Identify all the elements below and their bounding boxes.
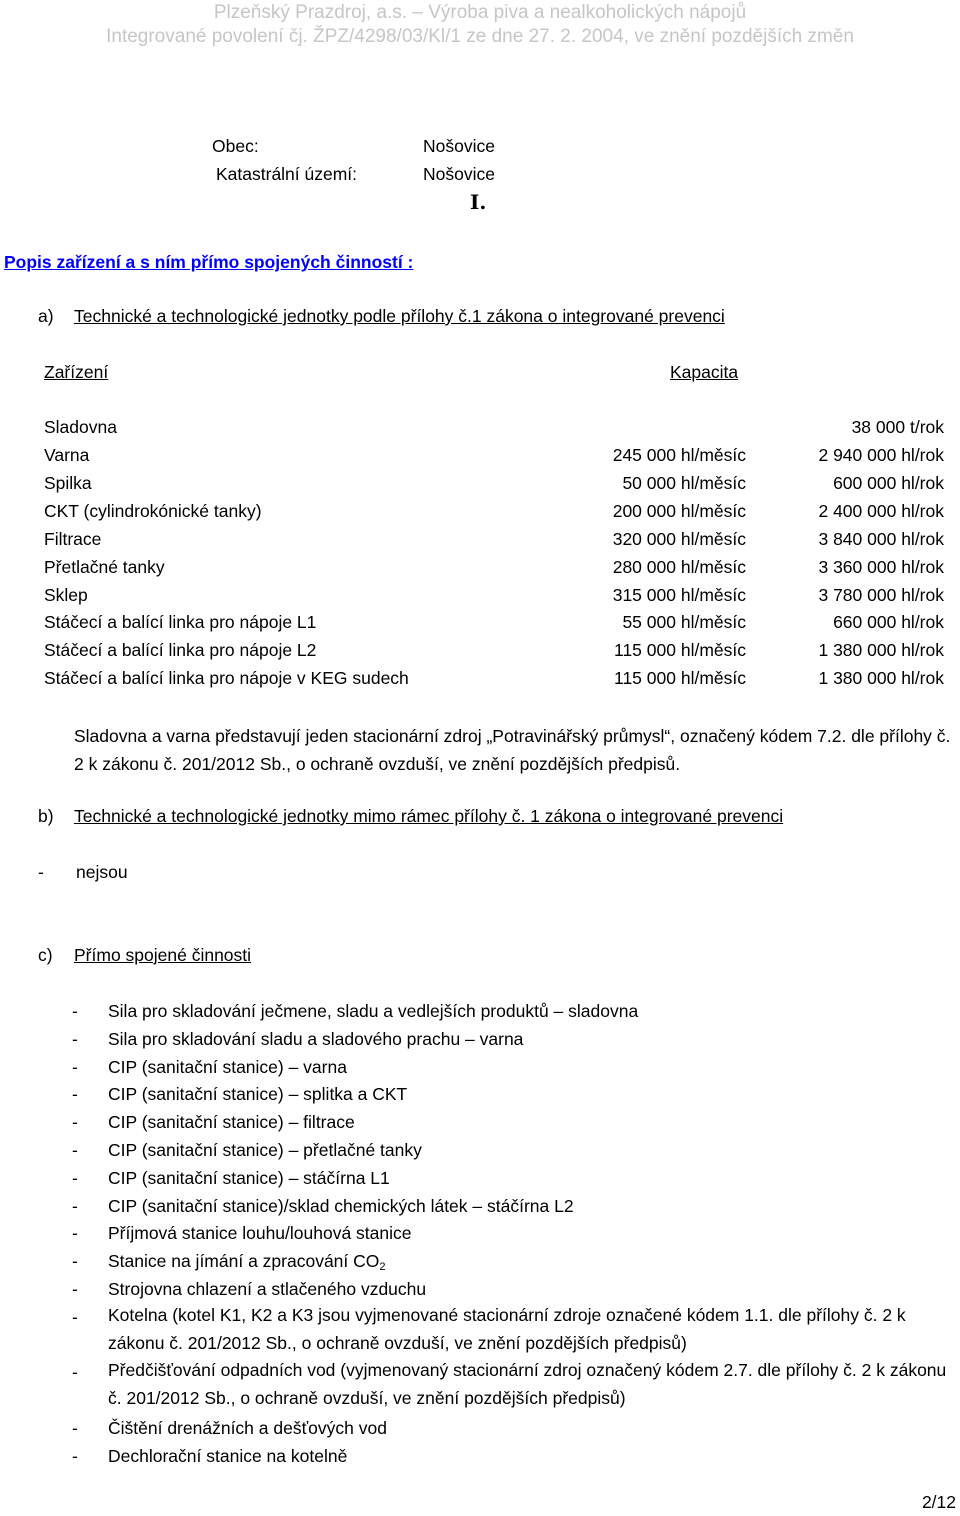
row-capacity-month: 55 000 hl/měsíc [622,612,746,632]
row-capacity-year: 2 400 000 hl/rok [818,501,944,521]
list-bullet: - [72,1279,78,1299]
table-row [44,501,944,529]
section-title: Popis zařízení a s ním přímo spojených činností : [4,252,414,272]
table-row [44,473,944,501]
list-item-text: Stanice na jímání a zpracování CO [108,1251,380,1271]
list-item: CIP (sanitační stanice) – stáčírna L1 [108,1168,390,1188]
list-item: CIP (sanitační stanice)/sklad chemických látek – stáčírna L2 [108,1196,574,1216]
row-capacity-year: 3 780 000 hl/rok [818,585,944,605]
list-item: Kotelna (kotel K1, K2 a K3 jsou vyjmenované stacionární zdroje označené kódem 1.1. dle přílohy č. 2 k zákonu č. 201/2012 Sb., o ochraně ovzduší, ve znění pozdějších předpisů) [108,1305,906,1353]
row-name: Přetlačné tanky [44,557,165,577]
list-bullet: - [72,1084,78,1104]
table-row [44,640,944,668]
column-header-zarizeni: Zařízení [44,362,109,382]
list-bullet: - [72,1223,78,1243]
table-row [44,529,944,557]
section-a-title: Technické a technologické jednotky podle přílohy č.1 zákona o integrované prevenci [74,306,725,326]
row-name: Sklep [44,585,88,605]
row-capacity-month: 200 000 hl/měsíc [612,501,746,521]
list-item: CIP (sanitační stanice) – splitka a CKT [108,1084,408,1104]
row-name: Varna [44,445,90,465]
row-capacity-year: 1 380 000 hl/rok [818,668,944,688]
column-header-kapacita: Kapacita [670,362,739,382]
list-item: Sila pro skladování sladu a sladového prachu – varna [108,1029,524,1049]
row-capacity-year: 1 380 000 hl/rok [818,640,944,660]
section-b-dash: - [38,862,44,882]
row-capacity-month: 50 000 hl/měsíc [622,473,746,493]
obec-value: Nošovice [423,136,495,156]
list-bullet: - [72,1112,78,1132]
list-item [108,1251,386,1273]
row-capacity-month: 280 000 hl/měsíc [612,557,746,577]
section-a-note: Sladovna a varna představují jeden stacionární zdroj „Potravinářský průmysl“, označený kódem 7.2. dle přílohy č. 2 k zákonu č. 201/2012 Sb., o ochraně ovzduší, ve znění pozdějších předpisů. [74,726,951,774]
section-a-marker: a) [38,306,54,326]
section-c-title: Přímo spojené činnosti [74,945,252,965]
page-number: 2/12 [921,1492,956,1512]
row-name: Spilka [44,473,92,493]
list-bullet: - [72,1140,78,1160]
katastr-value: Nošovice [423,164,495,184]
row-capacity-month: 115 000 hl/měsíc [614,668,746,688]
section-b-title: Technické a technologické jednotky mimo rámec přílohy č. 1 zákona o integrované prevenci [74,806,784,826]
list-bullet: - [72,1168,78,1188]
list-item: CIP (sanitační stanice) – filtrace [108,1112,355,1132]
section-c-marker: c) [38,945,53,965]
list-item: Předčišťování odpadních vod (vyjmenovaný stacionární zdroj označený kódem 2.7. dle přílohy č. 2 k zákonu č. 201/2012 Sb., o ochraně ovzduší, ve znění pozdějších předpisů) [108,1360,947,1408]
table-row [44,668,944,696]
list-item: Sila pro skladování ječmene, sladu a vedlejších produktů – sladovna [108,1001,639,1021]
row-name: Stáčecí a balící linka pro nápoje v KEG sudech [44,668,409,688]
list-bullet: - [72,1029,78,1049]
table-row [44,585,944,613]
obec-label: Obec: [212,136,259,156]
list-item: CIP (sanitační stanice) – přetlačné tanky [108,1140,422,1160]
list-item: Čištění drenážních a dešťových vod [108,1418,387,1438]
row-capacity-month: 245 000 hl/měsíc [612,445,746,465]
section-b-value: nejsou [76,862,128,882]
co2-subscript: 2 [379,1261,386,1273]
row-name: Stáčecí a balící linka pro nápoje L2 [44,640,317,660]
row-name: CKT (cylindrokónické tanky) [44,501,262,521]
table-row [44,612,944,640]
list-bullet: - [72,1307,78,1327]
list-item: Strojovna chlazení a stlačeného vzduchu [108,1279,427,1299]
list-bullet: - [72,1001,78,1021]
list-bullet: - [72,1057,78,1077]
list-item: Dechlorační stanice na kotelně [108,1446,348,1466]
table-row [44,417,944,445]
list-bullet: - [72,1196,78,1216]
list-bullet: - [72,1362,78,1382]
row-capacity-year: 3 360 000 hl/rok [818,557,944,577]
list-item: Příjmová stanice louhu/louhová stanice [108,1223,412,1243]
table-row [44,445,944,473]
row-name: Sladovna [44,417,117,437]
header-line-2: Integrované povolení čj. ŽPZ/4298/03/Kl/1 ze dne 27. 2. 2004, ve znění pozdějších změn [106,26,854,47]
katastr-label: Katastrální území: [216,164,358,184]
row-capacity-year: 2 940 000 hl/rok [818,445,944,465]
roman-numeral: I. [470,190,487,214]
row-capacity-year: 600 000 hl/rok [833,473,944,493]
list-bullet: - [72,1446,78,1466]
row-capacity-year: 38 000 t/rok [851,417,944,437]
list-bullet: - [72,1418,78,1438]
list-bullet: - [72,1251,78,1271]
row-name: Stáčecí a balící linka pro nápoje L1 [44,612,317,632]
row-capacity-month: 315 000 hl/měsíc [612,585,746,605]
list-item: CIP (sanitační stanice) – varna [108,1057,347,1077]
row-capacity-month: 320 000 hl/měsíc [612,529,746,549]
header-line-1: Plzeňský Prazdroj, a.s. – Výroba piva a nealkoholických nápojů [213,2,747,23]
row-name: Filtrace [44,529,102,549]
section-b-marker: b) [38,806,54,826]
row-capacity-year: 660 000 hl/rok [833,612,944,632]
row-capacity-year: 3 840 000 hl/rok [818,529,944,549]
row-capacity-month: 115 000 hl/měsíc [614,640,746,660]
table-row [44,557,944,585]
